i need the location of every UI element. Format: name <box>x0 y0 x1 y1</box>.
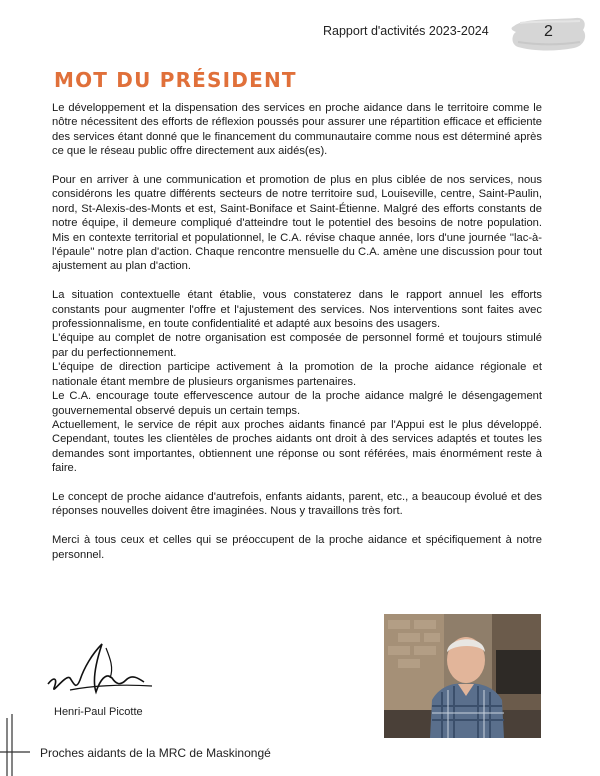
president-photo <box>384 614 541 738</box>
paragraph: La situation contextuelle étant établie, vous constaterez dans le rapport annuel les efforts constants pour augmenter l'offre et l'ajustement des services. Nos interventions sont faites avec professionnalisme, en toute confidentialité et adapté aux besoins des usagers. <box>52 289 542 331</box>
report-title: Rapport d'activités 2023-2024 <box>323 24 489 38</box>
signer-name: Henri-Paul Picotte <box>54 706 143 718</box>
paragraph: Le C.A. encourage toute effervescence autour de la proche aidance malgré le désengagement gouvernemental observé depuis un certain temps. <box>52 390 542 417</box>
paragraph: Actuellement, le service de répit aux proches aidants financé par l'Appui est le plus développé. Cependant, toutes les clientèles de proches aidants ont droit à des services adaptés et toutes les demandes sont importantes, obtiennent une réponse ou sont référées, mais énormément reste à faire. <box>52 418 542 475</box>
corner-lines-decoration <box>0 714 30 776</box>
page-number: 2 <box>544 23 553 40</box>
page-number-badge <box>510 12 588 56</box>
paragraph: Le développement et la dispensation des services en proche aidance dans le territoire comme le nôtre nécessitent des efforts de réflexion poussés pour assurer une répartition efficace et efficiente des services étant donné que le financement du communautaire comme nous est déterminé après ce que le réseau public offre directement aux aidés(es). <box>52 102 542 158</box>
paragraph: Pour en arriver à une communication et promotion de plus en plus ciblée de nos services, nous considérons les quatre différents secteurs de notre territoire sud, Louiseville, centre, Saint-Paulin, nord, St-Alexis-des-Monts et est, Saint-Boniface et Saint-Étienne. Malgré des efforts constants de notre équipe, il demeure compliqué d'atteindre tout le potentiel des besoins de notre population. Mis en contexte territorial et populationnel, le C.A. révise chaque année, lors d'une journée ''lac-à-l'épaule'' notre plan d'action. Chaque rencontre mensuelle du C.A. amène une discussion pour tout ajustement au plan d'action. <box>52 174 542 273</box>
paragraph: L'équipe au complet de notre organisation est composée de personnel formé et toujours stimulé par du perfectionnement. <box>52 332 542 359</box>
paragraph: Merci à tous ceux et celles qui se préoccupent de la proche aidance et spécifiquement à notre personnel. <box>52 534 542 561</box>
paragraph: L'équipe de direction participe activement à la promotion de la proche aidance régionale et nationale étant membre de plusieurs organismes partenaires. <box>52 361 542 388</box>
paragraph: Le concept de proche aidance d'autrefois, enfants aidants, parent, etc., a beaucoup évolué et des réponses nouvelles doivent être imaginées. Nous y travaillons très fort. <box>52 490 542 518</box>
footer-organization: Proches aidants de la MRC de Maskinongé <box>40 746 271 760</box>
page-heading: MOT DU PRÉSIDENT <box>54 68 297 92</box>
president-message <box>52 101 542 562</box>
signature <box>40 634 160 704</box>
